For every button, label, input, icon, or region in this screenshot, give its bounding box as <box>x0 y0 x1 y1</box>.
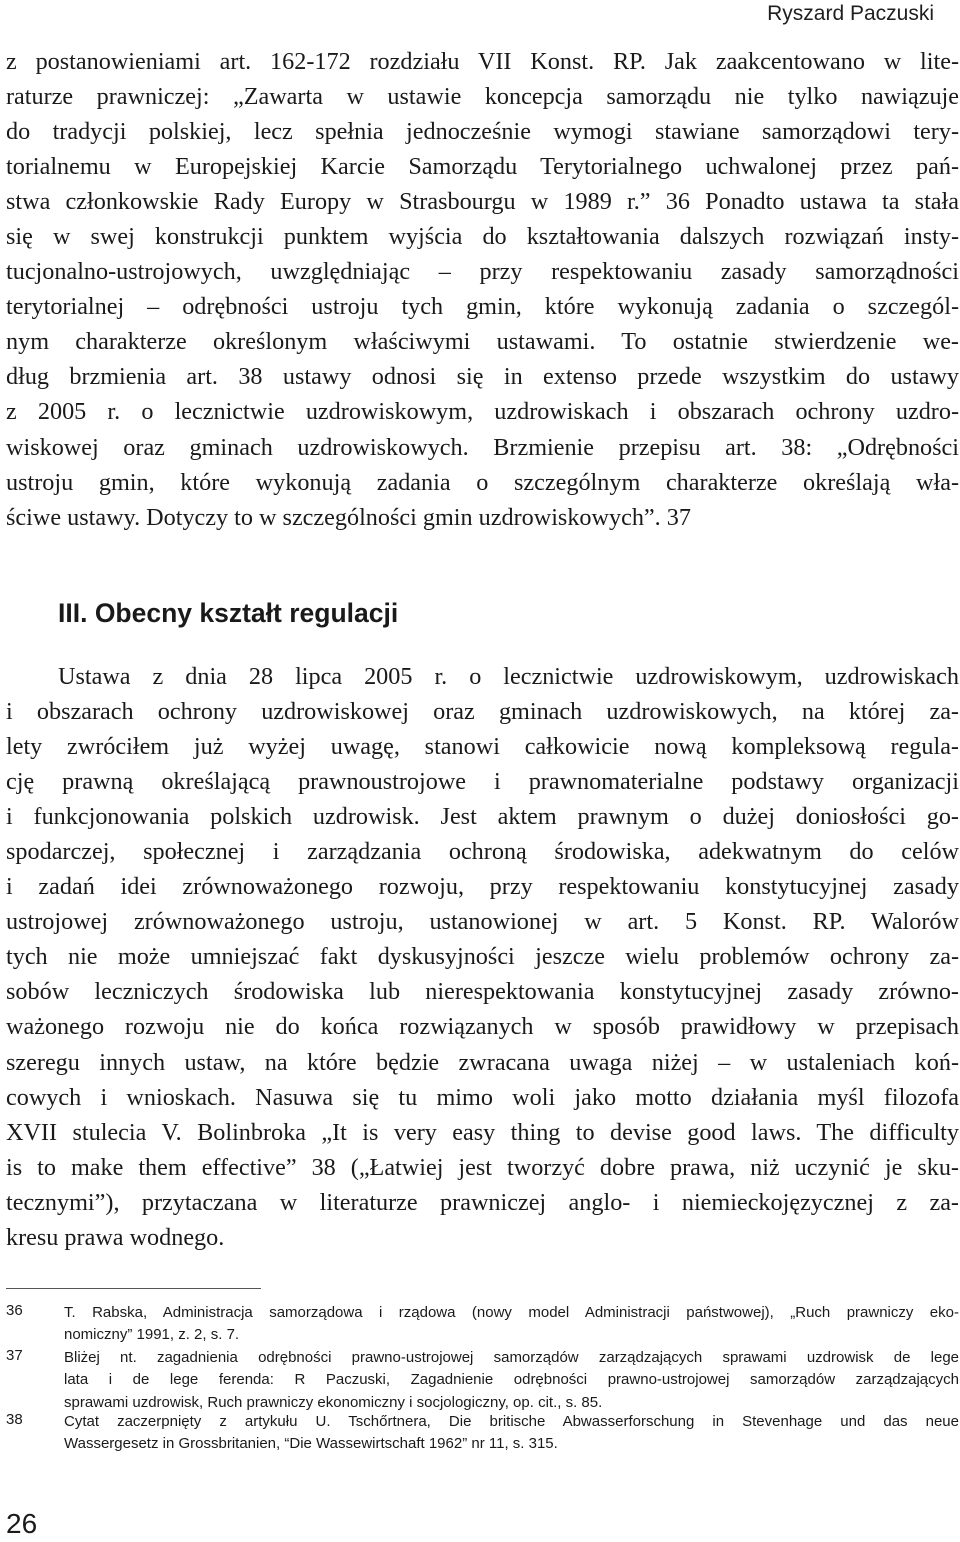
text-line: i zadań idei zrównoważonego rozwoju, przy respektowaniu konstytucyjnej zasady <box>6 873 959 901</box>
paragraph-2 <box>6 659 959 1255</box>
footnote-line: nomiczny” 1991, z. 2, s. 7. <box>64 1326 240 1344</box>
footnote-line: lata i de lege ferenda: R Paczuski, Zagadnienie odrębności prawno-ustrojowej samorządów zarządzających <box>64 1371 959 1389</box>
text-line: ustrojowej zrównoważonego ustroju, ustanowionej w art. 5 Konst. RP. Walorów <box>6 908 959 936</box>
text-line: sobów leczniczych środowiska lub nierespektowania konstytucyjnej zasady zrówno- <box>6 978 959 1006</box>
text-line: kresu prawa wodnego. <box>6 1223 225 1251</box>
text-line: z 2005 r. o lecznictwie uzdrowiskowym, uzdrowiskach i obszarach ochrony uzdro- <box>6 398 959 426</box>
text-line: szeregu innych ustaw, na które będzie zwracana uwaga niżej – w ustaleniach koń- <box>6 1048 959 1076</box>
text-line: torialnemu w Europejskiej Karcie Samorządu Terytorialnego uchwalonej przez pań- <box>6 153 959 181</box>
text-line: nym charakterze określonym właściwymi ustawami. To ostatnie stwierdzenie we- <box>6 328 959 356</box>
text-line: spodarczej, społecznej i zarządzania ochroną środowiska, adekwatnym do celów <box>6 838 959 866</box>
text-line: wiskowej oraz gminach uzdrowiskowych. Brzmienie przepisu art. 38: „Odrębności <box>6 433 959 461</box>
text-line: i obszarach ochrony uzdrowiskowej oraz gminach uzdrowiskowych, na której za- <box>6 698 959 726</box>
footnote-separator <box>6 1288 261 1289</box>
text-line: terytorialnej – odrębności ustroju tych gmin, które wykonują zadania o szczegól- <box>6 293 959 321</box>
text-line: lety zwróciłem już wyżej uwagę, stanowi całkowicie nową kompleksową regula- <box>6 733 959 761</box>
text-line: ważonego rozwoju nie do końca rozwiązanych w sposób prawidłowy w przepisach <box>6 1013 959 1041</box>
text-line: cowych i wnioskach. Nasuwa się tu mimo woli jako motto działania myśl filozofa <box>6 1083 959 1111</box>
text-line: się w swej konstrukcji punktem wyjścia do kształtowania dalszych rozwiązań insty- <box>6 223 959 251</box>
footnote-38 <box>6 1411 959 1456</box>
footnote-line: Bliżej nt. zagadnienia odrębności prawno-ustrojowej samorządów zarządzających sprawami uzdrowisk de lege <box>64 1349 959 1366</box>
page-number: 26 <box>6 1508 38 1539</box>
footnote-number: 36 <box>6 1302 23 1319</box>
text-line: z postanowieniami art. 162-172 rozdziału VII Konst. RP. Jak zaakcentowano w lite- <box>6 48 959 75</box>
text-line: ściwe ustawy. Dotyczy to w szczególności gmin uzdrowiskowych”. 37 <box>6 503 691 531</box>
paragraph-1 <box>6 44 959 535</box>
section-heading: III. Obecny kształt regulacji <box>58 598 399 628</box>
text-line: cję prawną określającą prawnoustrojowe i prawnomaterialne podstawy organizacji <box>6 768 959 796</box>
footnote-line: Cytat zaczerpnięty z artykułu U. Tschőrtnera, Die britische Abwasserforschung in Stevenhage und das neue <box>64 1413 959 1430</box>
footnote-37 <box>6 1347 959 1414</box>
footnote-number: 38 <box>6 1411 23 1428</box>
text-line: dług brzmienia art. 38 ustawy odnosi się in extenso przede wszystkim do ustawy <box>6 363 959 391</box>
text-line: ustroju gmin, które wykonują zadania o szczególnym charakterze określają wła- <box>6 468 959 496</box>
text-line: do tradycji polskiej, lecz spełnia jednocześnie wymogi stawiane samorządowi tery- <box>6 118 959 146</box>
text-line: tych nie może umniejszać fakt dyskusyjności jeszcze wielu problemów ochrony za- <box>6 943 959 971</box>
text-line: stwa członkowskie Rady Europy w Strasbourgu w 1989 r.” 36 Ponadto ustawa ta stała <box>6 188 959 216</box>
running-header-author: Ryszard Paczuski <box>767 2 934 25</box>
footnote-line: T. Rabska, Administracja samorządowa i rządowa (nowy model Administracji państwowej), „Ruch prawniczy eko- <box>64 1304 959 1321</box>
text-line: tecznymi”), przytaczana w literaturze prawniczej anglo- i niemieckojęzycznej z za- <box>6 1188 959 1216</box>
text-line: i funkcjonowania polskich uzdrowisk. Jest aktem prawnym o dużej doniosłości go- <box>6 803 959 831</box>
footnote-line: sprawami uzdrowisk, Ruch prawniczy ekonomiczny i socjologiczny, op. cit., s. 85. <box>64 1393 603 1411</box>
text-line: raturze prawniczej: „Zawarta w ustawie koncepcja samorządu nie tylko nawiązuje <box>6 83 959 111</box>
footnote-line: Wassergesetz in Grossbritanien, “Die Wassewirtschaft 1962” nr 11, s. 315. <box>64 1435 558 1453</box>
footnote-36 <box>6 1302 959 1347</box>
footnote-number: 37 <box>6 1347 23 1364</box>
text-line: XVII stulecia V. Bolinbroka „It is very easy thing to devise good laws. The difficulty <box>6 1118 959 1146</box>
text-line: is to make them effective” 38 („Łatwiej jest tworzyć dobre prawa, niż uczynić je sku- <box>6 1153 959 1181</box>
text-line: Ustawa z dnia 28 lipca 2005 r. o lecznictwie uzdrowiskowym, uzdrowiskach <box>58 663 959 690</box>
text-line: tucjonalno-ustrojowych, uwzględniając – przy respektowaniu zasady samorządności <box>6 258 959 286</box>
